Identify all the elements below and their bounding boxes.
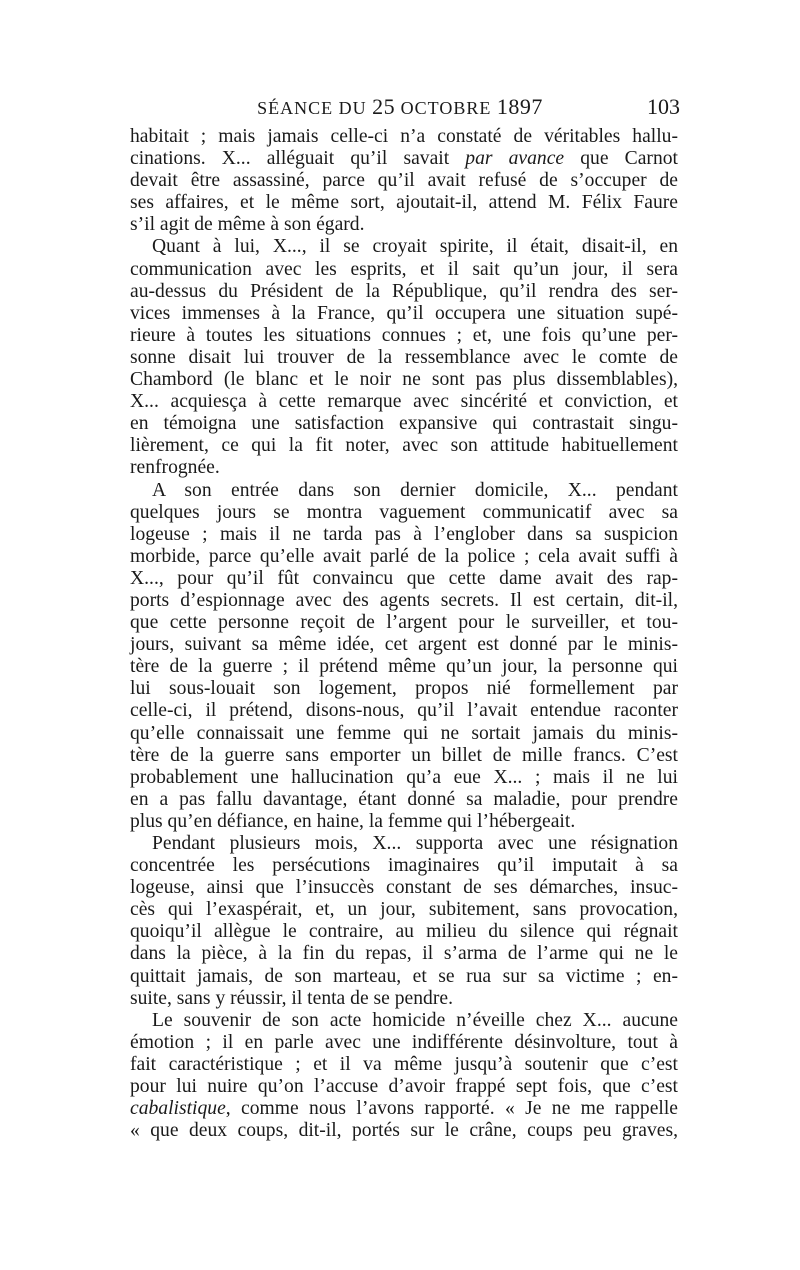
- text-line: en témoigna une satisfaction expansive qui contrastait singu-: [130, 413, 678, 435]
- text-line: rieure à toutes les situations connues ; et, une fois qu’une per-: [130, 324, 678, 346]
- text-line: Chambord (le blanc et le noir ne sont pas plus dissemblables),: [130, 369, 678, 391]
- text-line: en a pas fallu davantage, étant donné sa maladie, pour prendre: [130, 788, 678, 810]
- page-number: 103: [647, 94, 680, 119]
- paragraph-start: Le souvenir de son acte homicide n’éveille chez X... aucune: [152, 1009, 678, 1031]
- text-line: logeuse ; mais il ne tarda pas à l’englober dans sa suspicion: [130, 523, 678, 545]
- text-line: que cette personne reçoit de l’argent pour le surveiller, et tou-: [130, 612, 678, 634]
- text-line: communication avec les esprits, et il sait qu’un jour, il sera: [130, 258, 678, 280]
- text-line: qu’elle connaissait une femme qui ne sortait jamais du minis-: [130, 722, 678, 744]
- paragraph-start: A son entrée dans son dernier domicile, X... pendant: [152, 479, 678, 501]
- text-line-end: , comme nous l’avons rapporté. « Je ne me rappelle: [225, 1098, 678, 1120]
- text-line: quittait jamais, de son marteau, et se rua sur sa victime ; en-: [130, 965, 678, 987]
- text-line: renfrognée.: [130, 457, 220, 479]
- text-line: morbide, parce qu’elle avait parlé de la police ; cela avait suffi à: [130, 545, 678, 567]
- title-prefix: SÉANCE DU: [257, 98, 373, 118]
- text-line: [130, 148, 678, 170]
- paragraph-start: Pendant plusieurs mois, X... supporta avec une résignation: [152, 833, 678, 854]
- body-text: [130, 126, 678, 1142]
- text-line: ses affaires, et le même sort, ajoutait-il, attend M. Félix Faure: [130, 192, 678, 214]
- text-line: cès qui l’exaspérait, et, un jour, subitement, sans provocation,: [130, 899, 678, 921]
- text-line: concentrée les persécutions imaginaires qu’il imputait à sa: [130, 855, 678, 877]
- text-line: quoiqu’il allègue le contraire, au milieu du silence qui régnait: [130, 921, 678, 943]
- text-line: émotion ; il en parle avec une indifférente désinvolture, tout à: [130, 1031, 678, 1053]
- text-line: « que deux coups, dit-il, portés sur le crâne, coups peu graves,: [130, 1120, 678, 1142]
- text-line: [130, 1098, 678, 1120]
- text-line: tère de la guerre sans emporter un billet de mille francs. C’est: [130, 744, 678, 766]
- text-line: quelques jours se montra vaguement communicatif avec sa: [130, 501, 678, 523]
- text-line: plus qu’en défiance, en haine, la femme qui l’hébergeait.: [130, 810, 576, 832]
- text-line: vices immenses à la France, qu’il occupera une situation supé-: [130, 302, 678, 324]
- text-line: sonne disait lui trouver de la ressemblance avec le comte de: [130, 346, 678, 368]
- text-line: logeuse, ainsi que l’insuccès constant de ses démarches, insuc-: [130, 877, 678, 899]
- running-header: [120, 92, 680, 122]
- text-line: habitait ; mais jamais celle-ci n’a constaté de véritables hallu-: [130, 126, 678, 147]
- text-line: suite, sans y réussir, il tenta de se pendre.: [130, 987, 453, 1009]
- italic-phrase: par avance: [465, 148, 565, 170]
- text-line: devait être assassiné, parce qu’il avait refusé de s’occuper de: [130, 170, 678, 192]
- text-line: ports d’espionnage avec des agents secrets. Il est certain, dit-il,: [130, 589, 678, 611]
- text-line-end: que Carnot: [564, 148, 678, 170]
- text-line: fait caractéristique ; et il va même jusqu’à soutenir que c’est: [130, 1053, 678, 1075]
- text-line: probablement une hallucination qu’a eue X... ; mais il ne lui: [130, 766, 678, 788]
- text-line: pour lui nuire qu’on l’accuse d’avoir frappé sept fois, que c’est: [130, 1076, 678, 1098]
- text-line: dans la pièce, à la fin du repas, il s’arma de l’arme qui ne le: [130, 943, 678, 965]
- paragraph-start: Quant à lui, X..., il se croyait spirite, il était, disait-il, en: [152, 236, 678, 258]
- title-day: 25: [372, 94, 396, 119]
- text-line: s’il agit de même à son égard.: [130, 214, 365, 236]
- italic-word: cabalistique: [130, 1098, 226, 1120]
- text-line: au-dessus du Président de la République, qu’il rendra des ser-: [130, 280, 678, 302]
- text-line-start: cinations. X... alléguait qu’il savait: [130, 148, 466, 170]
- title-year: 1897: [496, 94, 543, 119]
- text-line: lièrement, ce qui la fit noter, avec son attitude habituellement: [130, 435, 678, 457]
- running-title: [120, 92, 680, 123]
- text-line: X..., pour qu’il fût convaincu que cette dame avait des rap-: [130, 567, 678, 589]
- text-line: X... acquiesça à cette remarque avec sincérité et conviction, et: [130, 391, 678, 413]
- text-line: jours, suivant sa même idée, cet argent est donné par le minis-: [130, 634, 678, 656]
- text-line: lui sous-louait son logement, propos nié formellement par: [130, 678, 678, 700]
- text-line: tère de la guerre ; il prétend même qu’un jour, la personne qui: [130, 656, 678, 678]
- text-line: celle-ci, il prétend, disons-nous, qu’il l’avait entendue raconter: [130, 700, 678, 722]
- title-month: OCTOBRE: [395, 98, 497, 118]
